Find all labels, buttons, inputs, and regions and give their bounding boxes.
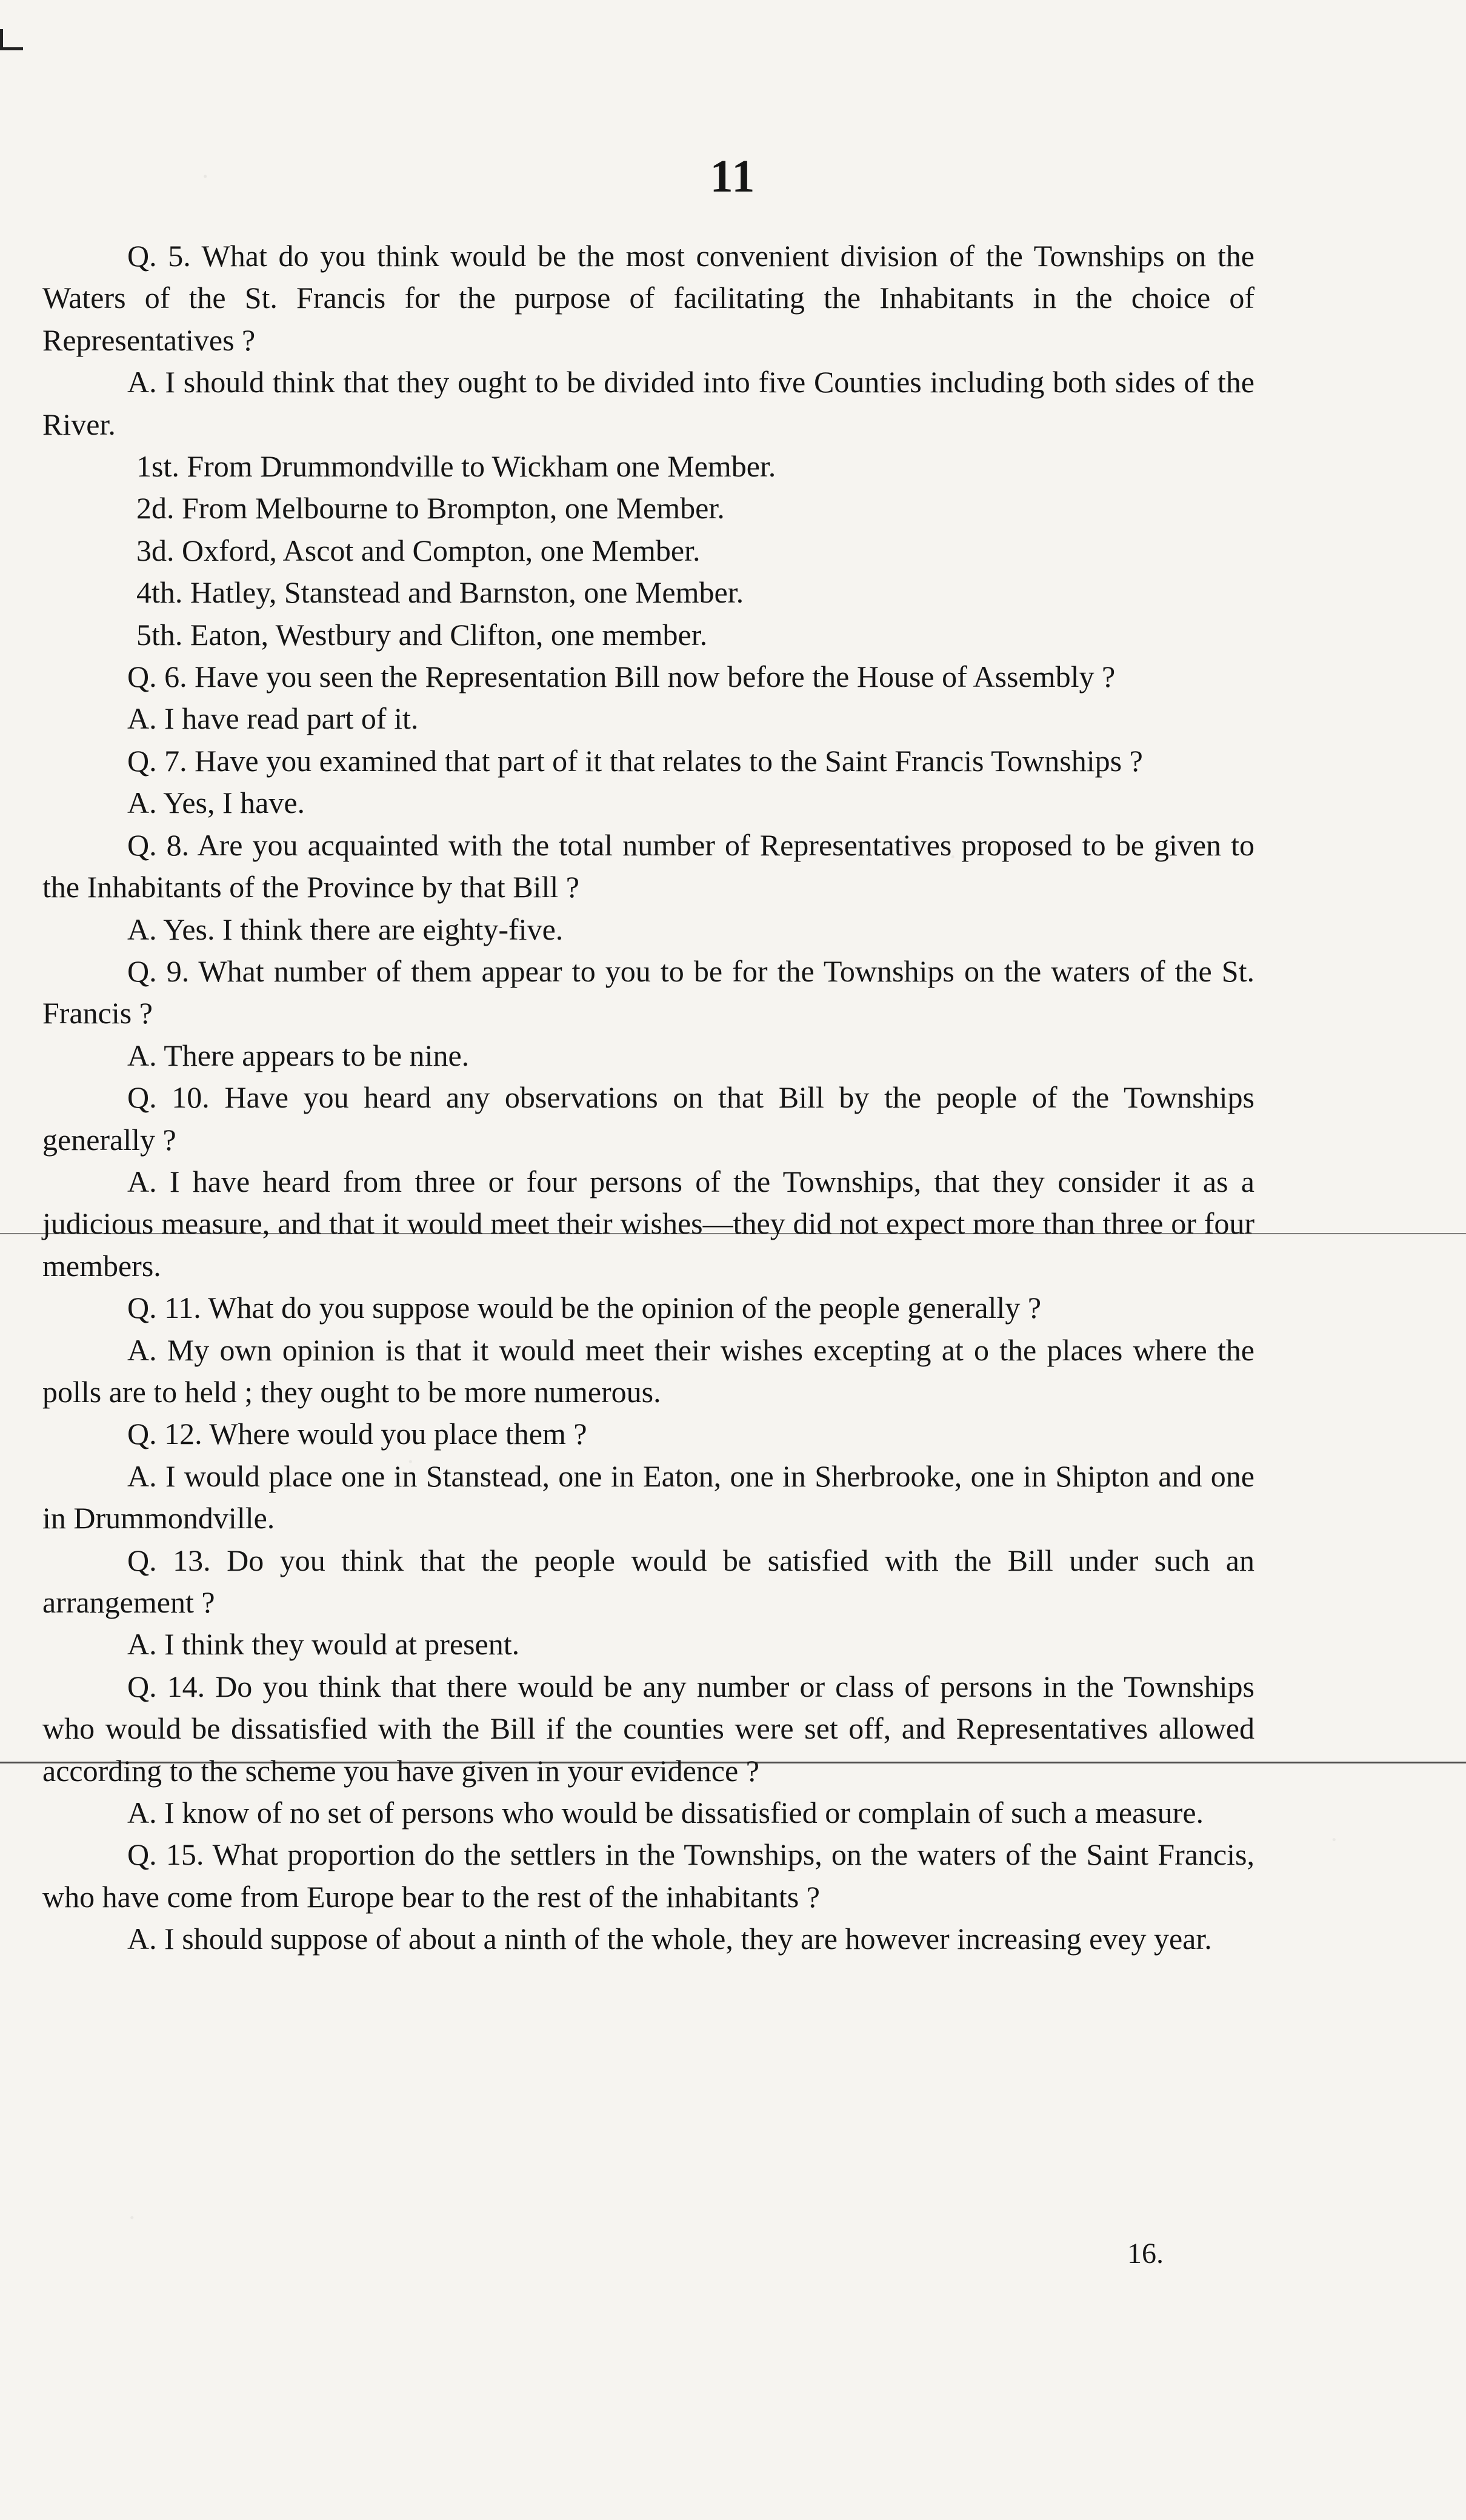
paragraph: Q. 15. What proportion do the settlers in the Townships, on the waters of the Saint Francis, who have come from Europe bear to the rest of the inhabitants ? — [42, 1837, 1254, 1914]
paragraph: A. Yes. I think there are eighty-five. — [127, 912, 564, 946]
paragraph: A. I know of no set of persons who would be dissatisfied or complain of such a measure. — [127, 1796, 1204, 1830]
paragraph: Q. 9. What number of them appear to you to be for the Townships on the waters of the St. Francis ? — [42, 954, 1254, 1031]
paragraph: A. I would place one in Stanstead, one in Eaton, one in Sherbrooke, one in Shipton and one in Drummondville. — [42, 1459, 1254, 1536]
list-item: 5th. Eaton, Westbury and Clifton, one member. — [136, 617, 708, 652]
paragraph: A. My own opinion is that it would meet their wishes excepting at o the places where the polls are to held ; they ought to be more numerous. — [42, 1332, 1254, 1409]
paragraph: A. Yes, I have. — [127, 786, 305, 820]
list-item: 4th. Hatley, Stanstead and Barnston, one Member. — [136, 575, 744, 610]
paragraph: A. I should suppose of about a ninth of the whole, they are however increasing evey year. — [127, 1922, 1212, 1956]
paragraph: Q. 7. Have you examined that part of it that relates to the Saint Francis Townships ? — [127, 743, 1143, 778]
paragraph: A. I think they would at present. — [127, 1627, 520, 1662]
list-item: 3d. Oxford, Ascot and Compton, one Member. — [136, 533, 701, 567]
paragraph: A. I have read part of it. — [127, 701, 419, 736]
paragraph: Q. 11. What do you suppose would be the opinion of the people generally ? — [127, 1291, 1042, 1325]
paragraph: Q. 6. Have you seen the Representation Bill now before the House of Assembly ? — [127, 660, 1116, 694]
text-body — [42, 235, 1254, 1960]
catchword: 16. — [1127, 2238, 1164, 2270]
paragraph: Q. 8. Are you acquainted with the total number of Representatives proposed to be given to the Inhabitants of the Province by that Bill ? — [42, 827, 1254, 904]
paragraph: Q. 14. Do you think that there would be any number or class of persons in the Townships who would be dissatisfied with the Bill if the counties were set off, and Representatives allowed according to the scheme you have given in your evidence ? — [42, 1669, 1254, 1788]
paragraph: Q. 10. Have you heard any observations on that Bill by the people of the Townships generally ? — [42, 1080, 1254, 1157]
paragraph: A. There appears to be nine. — [127, 1038, 470, 1072]
list-item: 2d. From Melbourne to Brompton, one Member. — [136, 491, 725, 526]
corner-mark — [0, 47, 23, 50]
paragraph: A. I have heard from three or four persons of the Townships, that they consider it as a judicious measure, and that it would meet their wishes—they did not expect more than three or four members. — [42, 1164, 1254, 1283]
paragraph: Q. 12. Where would you place them ? — [127, 1417, 587, 1451]
list-item: 1st. From Drummondville to Wickham one Member. — [136, 449, 776, 484]
paragraph: A. I should think that they ought to be divided into five Counties including both sides of the River. — [42, 365, 1254, 441]
paragraph: Q. 5. What do you think would be the most convenient division of the Townships on the Waters of the St. Francis for the purpose of facilitating the Inhabitants in the choice of Representatives ? — [42, 239, 1254, 357]
page-number: 11 — [710, 151, 756, 202]
paragraph: Q. 13. Do you think that the people would be satisfied with the Bill under such an arrangement ? — [42, 1543, 1254, 1619]
